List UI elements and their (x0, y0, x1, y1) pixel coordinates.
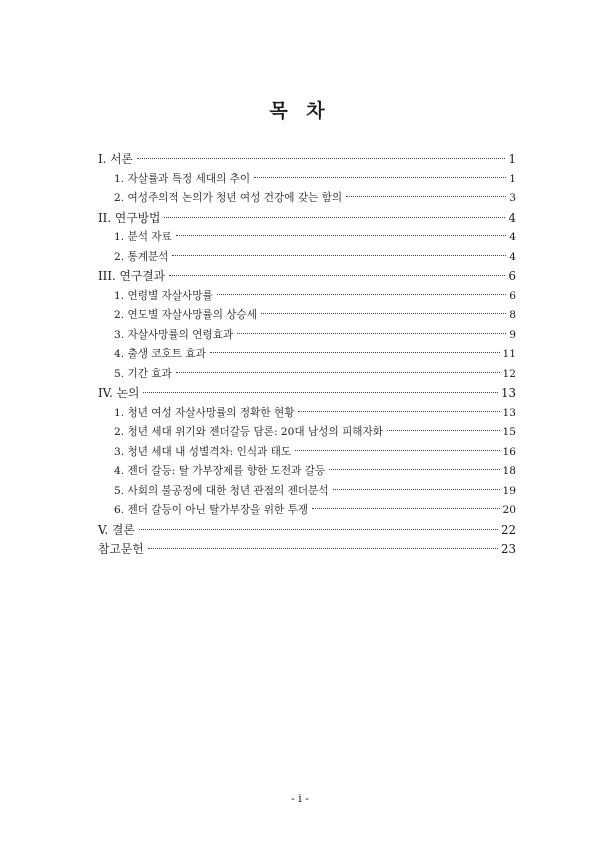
toc-entry-label: V. 결론 (98, 522, 135, 537)
dot-leader (139, 529, 498, 530)
toc-entry-page: 9 (509, 328, 516, 341)
toc-entry-page: 18 (502, 465, 516, 477)
toc-entry-page: 20 (502, 504, 516, 516)
toc-entry[interactable] (98, 306, 516, 326)
dot-leader (261, 313, 506, 314)
toc-entry[interactable] (98, 326, 516, 346)
toc-entry[interactable] (98, 365, 516, 385)
toc-entry[interactable] (98, 189, 516, 209)
toc-entry-page: 13 (500, 386, 516, 400)
dot-leader (329, 469, 499, 470)
toc-entry[interactable] (98, 404, 516, 424)
dot-leader (387, 430, 500, 431)
dot-leader (148, 548, 498, 549)
toc-entry-label: 2. 여성주의적 논의가 청년 여성 건강에 갖는 함의 (114, 192, 343, 204)
toc-entry-label: 참고문헌 (98, 542, 144, 556)
toc-entry-methods[interactable] (98, 209, 516, 229)
toc-entry-page: 11 (502, 348, 516, 360)
dot-leader (169, 275, 505, 276)
dot-leader (176, 235, 506, 236)
toc-entry[interactable] (98, 345, 516, 365)
toc-entry-page: 23 (500, 542, 516, 556)
toc-entry-references[interactable] (98, 540, 516, 560)
toc-entry-page: 13 (502, 406, 516, 419)
dot-leader (346, 196, 506, 197)
toc-entry-page: 4 (508, 210, 516, 225)
dot-leader (143, 392, 498, 393)
toc-entry-page: 16 (502, 445, 516, 458)
toc-entry-label: 4. 출생 코호트 효과 (114, 348, 206, 360)
toc-entry-page: 3 (509, 192, 516, 204)
toc-entry-label: III. 연구결과 (98, 269, 166, 283)
toc-entry-label: 1. 연령별 자살사망률 (114, 289, 213, 302)
toc-entry-page: 12 (502, 367, 516, 380)
toc-entry-page: 4 (509, 250, 516, 263)
toc-entry-conclusion[interactable] (98, 521, 516, 541)
dot-leader (176, 372, 500, 373)
dot-leader (237, 333, 506, 334)
dot-leader (312, 508, 499, 509)
toc-entry-label: II. 연구방법 (98, 210, 161, 225)
toc-entry-label: I. 서론 (98, 152, 133, 166)
toc-entry-label: 2. 연도별 자살사망률의 상승세 (114, 309, 258, 321)
toc-entry-label: 5. 기간 효과 (114, 367, 172, 380)
toc-entry-page: 22 (500, 522, 516, 537)
toc-entry-page: 4 (509, 231, 516, 243)
toc-entry[interactable] (98, 482, 516, 502)
toc-entry-label: 4. 젠더 갈등: 탈 가부장제를 향한 도전과 갈등 (114, 465, 326, 477)
toc-entry-label: 2. 청년 세대 위기와 젠더갈등 담론: 20대 남성의 피해자화 (114, 426, 383, 438)
dot-leader (210, 352, 500, 353)
toc-entry-label: 1. 청년 여성 자살사망률의 정확한 현황 (114, 406, 295, 419)
dot-leader (298, 411, 499, 412)
toc-entry[interactable] (98, 287, 516, 307)
dot-leader (217, 294, 507, 295)
toc-entry[interactable] (98, 462, 516, 482)
toc-entry[interactable] (98, 228, 516, 248)
toc-entry-label: 1. 자살률과 특정 세대의 추이 (114, 172, 251, 185)
toc-entry[interactable] (98, 170, 516, 190)
toc-entry-label: 5. 사회의 불공정에 대한 청년 관점의 젠더분석 (114, 484, 329, 497)
page-title: 목 차 (269, 100, 331, 122)
dot-leader (333, 489, 500, 490)
toc-entry-page: 8 (509, 309, 516, 321)
toc-entry-intro[interactable] (98, 150, 516, 170)
toc-entry-page: 6 (508, 269, 516, 283)
dot-leader (164, 217, 505, 218)
toc-entry[interactable] (98, 443, 516, 463)
dot-leader (137, 158, 506, 159)
toc-entry-page: 1 (509, 172, 516, 185)
toc-entry-label: 3. 자살사망률의 연령효과 (114, 328, 234, 341)
table-of-contents (98, 150, 516, 540)
toc-entry-page: 15 (502, 426, 516, 438)
dot-leader (172, 255, 506, 256)
toc-entry-page: 1 (508, 152, 516, 166)
dot-leader (295, 450, 499, 451)
toc-entry[interactable] (98, 501, 516, 521)
page-number: - i - (291, 792, 309, 805)
toc-entry-label: 6. 젠더 갈등이 아닌 탈가부장을 위한 투쟁 (114, 504, 309, 516)
toc-entry-page: 19 (502, 484, 516, 497)
toc-entry-label: 2. 통계분석 (114, 250, 169, 263)
toc-entry-results[interactable] (98, 267, 516, 287)
toc-entry-page: 6 (509, 289, 516, 302)
toc-entry-label: 3. 청년 세대 내 성별격차: 인식과 태도 (114, 445, 292, 458)
toc-entry[interactable] (98, 248, 516, 268)
toc-entry-label: 1. 분석 자료 (114, 231, 172, 243)
toc-entry-discussion[interactable] (98, 384, 516, 404)
references-entry-block (98, 540, 516, 560)
dot-leader (254, 177, 506, 178)
toc-entry-label: IV. 논의 (98, 386, 140, 400)
toc-entry[interactable] (98, 423, 516, 443)
